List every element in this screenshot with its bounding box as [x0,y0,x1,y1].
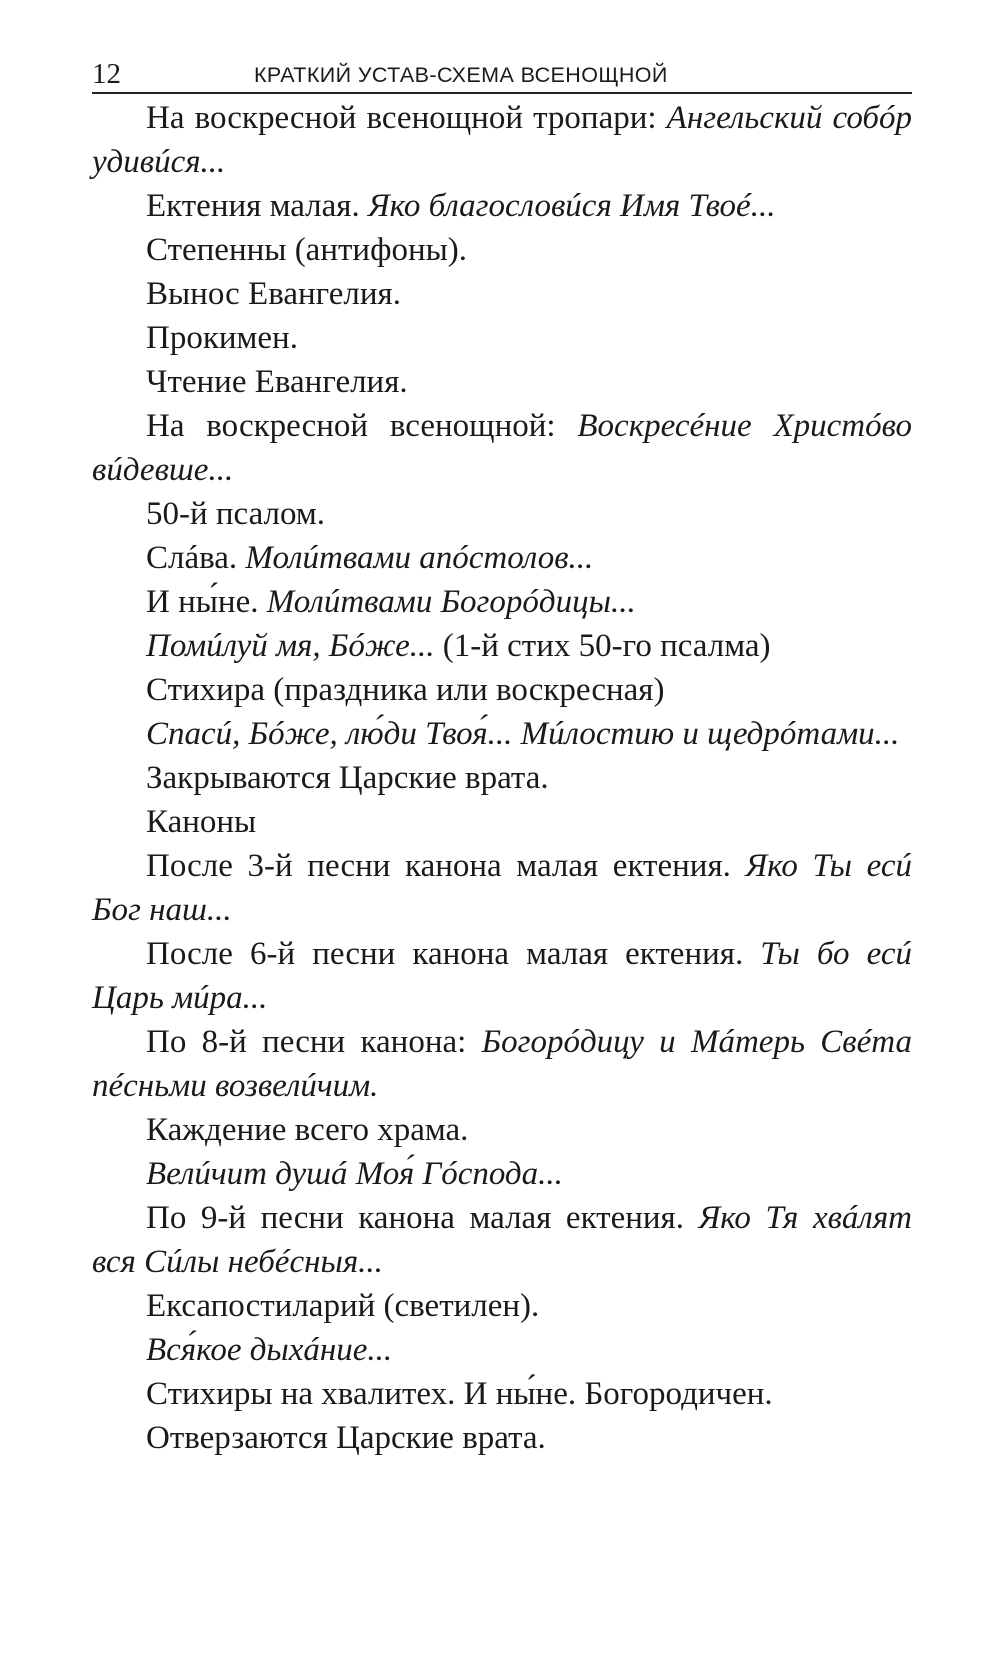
paragraph [92,756,912,800]
italic-text: Вся́кое дыхáние... [146,1332,393,1368]
book-page [92,56,912,1460]
paragraph [92,360,912,404]
paragraph [92,1152,912,1196]
text-run: По 8-й песни канона: [146,1024,482,1060]
text-run: Ектения малая. [146,188,368,224]
text-run: Закрываются Царские врата. [146,760,549,796]
paragraph [92,536,912,580]
italic-text: Воскресéние Христóво вúдевше... [92,408,913,488]
text-run: По 9-й песни канона малая ектения. [146,1200,699,1236]
paragraph [92,316,912,360]
text-run: Вынос Евангелия. [146,276,401,312]
text-run: После 6-й песни канона малая ектения. [146,936,761,972]
paragraph [92,404,912,492]
text-run: Степенны (антифоны). [146,232,468,268]
text-run: Стихира (праздника или воскресная) [146,672,665,708]
running-title: КРАТКИЙ УСТАВ-СХЕМА ВСЕНОЩНОЙ [254,63,668,87]
paragraph [92,96,912,184]
text-run: На воскресной всенощной тропари: [146,100,667,136]
paragraph [92,1284,912,1328]
paragraph [92,668,912,712]
text-run: 50-й псалом. [146,496,326,532]
paragraph [92,844,912,932]
paragraph [92,932,912,1020]
paragraph [92,624,912,668]
paragraph [92,712,912,756]
text-run: На воскресной всенощной: [146,408,578,444]
text-run: Чтение Евангелия. [146,364,408,400]
paragraph [92,184,912,228]
text-run: И ны́не. [146,584,267,620]
italic-text: Яко Ты есú Бог наш... [92,848,912,928]
italic-text: Помúлуй мя, Бóже... [146,628,435,664]
paragraph [92,1196,912,1284]
italic-text: Спасú, Бóже, лю́ди Твоя́... Мúлостию и щедрóтами... [146,716,900,752]
paragraph [92,800,912,844]
italic-text: Ты бо есú Царь мúра... [92,936,913,1016]
paragraph [92,228,912,272]
paragraph [92,1372,912,1416]
text-run: Каждение всего храма. [146,1112,469,1148]
paragraph [92,272,912,316]
paragraph [92,1328,912,1372]
page-number: 12 [92,58,121,90]
italic-text: Яко благословúся Имя Твоé... [367,188,776,224]
text-run: (1-й стих 50-го псалма) [434,628,771,664]
italic-text: Велúчит душá Моя́ Гóспода... [146,1156,563,1192]
paragraph [92,580,912,624]
italic-text: Яко Тя хвáлят вся Сúлы небéсныя... [92,1200,912,1280]
paragraph [92,1416,912,1460]
italic-text: Молúтвами апóстолов... [245,540,594,576]
italic-text: Ангельский собóр удивúся... [92,100,912,180]
running-head [92,56,912,94]
text-run: После 3-й песни канона малая ектения. [146,848,746,884]
body-text [92,96,912,1460]
text-run: Слáва. [146,540,246,576]
text-run: Ексапостиларий (светилен). [146,1288,540,1324]
text-run: Стихиры на хвалитех. И ны́не. Богородичен. [146,1376,773,1412]
text-run: Каноны [146,804,257,840]
italic-text: Богорóдицу и Мáтерь Свéта пéсньми возвелúчим. [92,1024,912,1104]
paragraph [92,492,912,536]
text-run: Отверзаются Царские врата. [146,1420,546,1456]
text-run: Прокимен. [146,320,298,356]
paragraph [92,1020,912,1108]
italic-text: Молúтвами Богорóдицы... [266,584,636,620]
paragraph [92,1108,912,1152]
